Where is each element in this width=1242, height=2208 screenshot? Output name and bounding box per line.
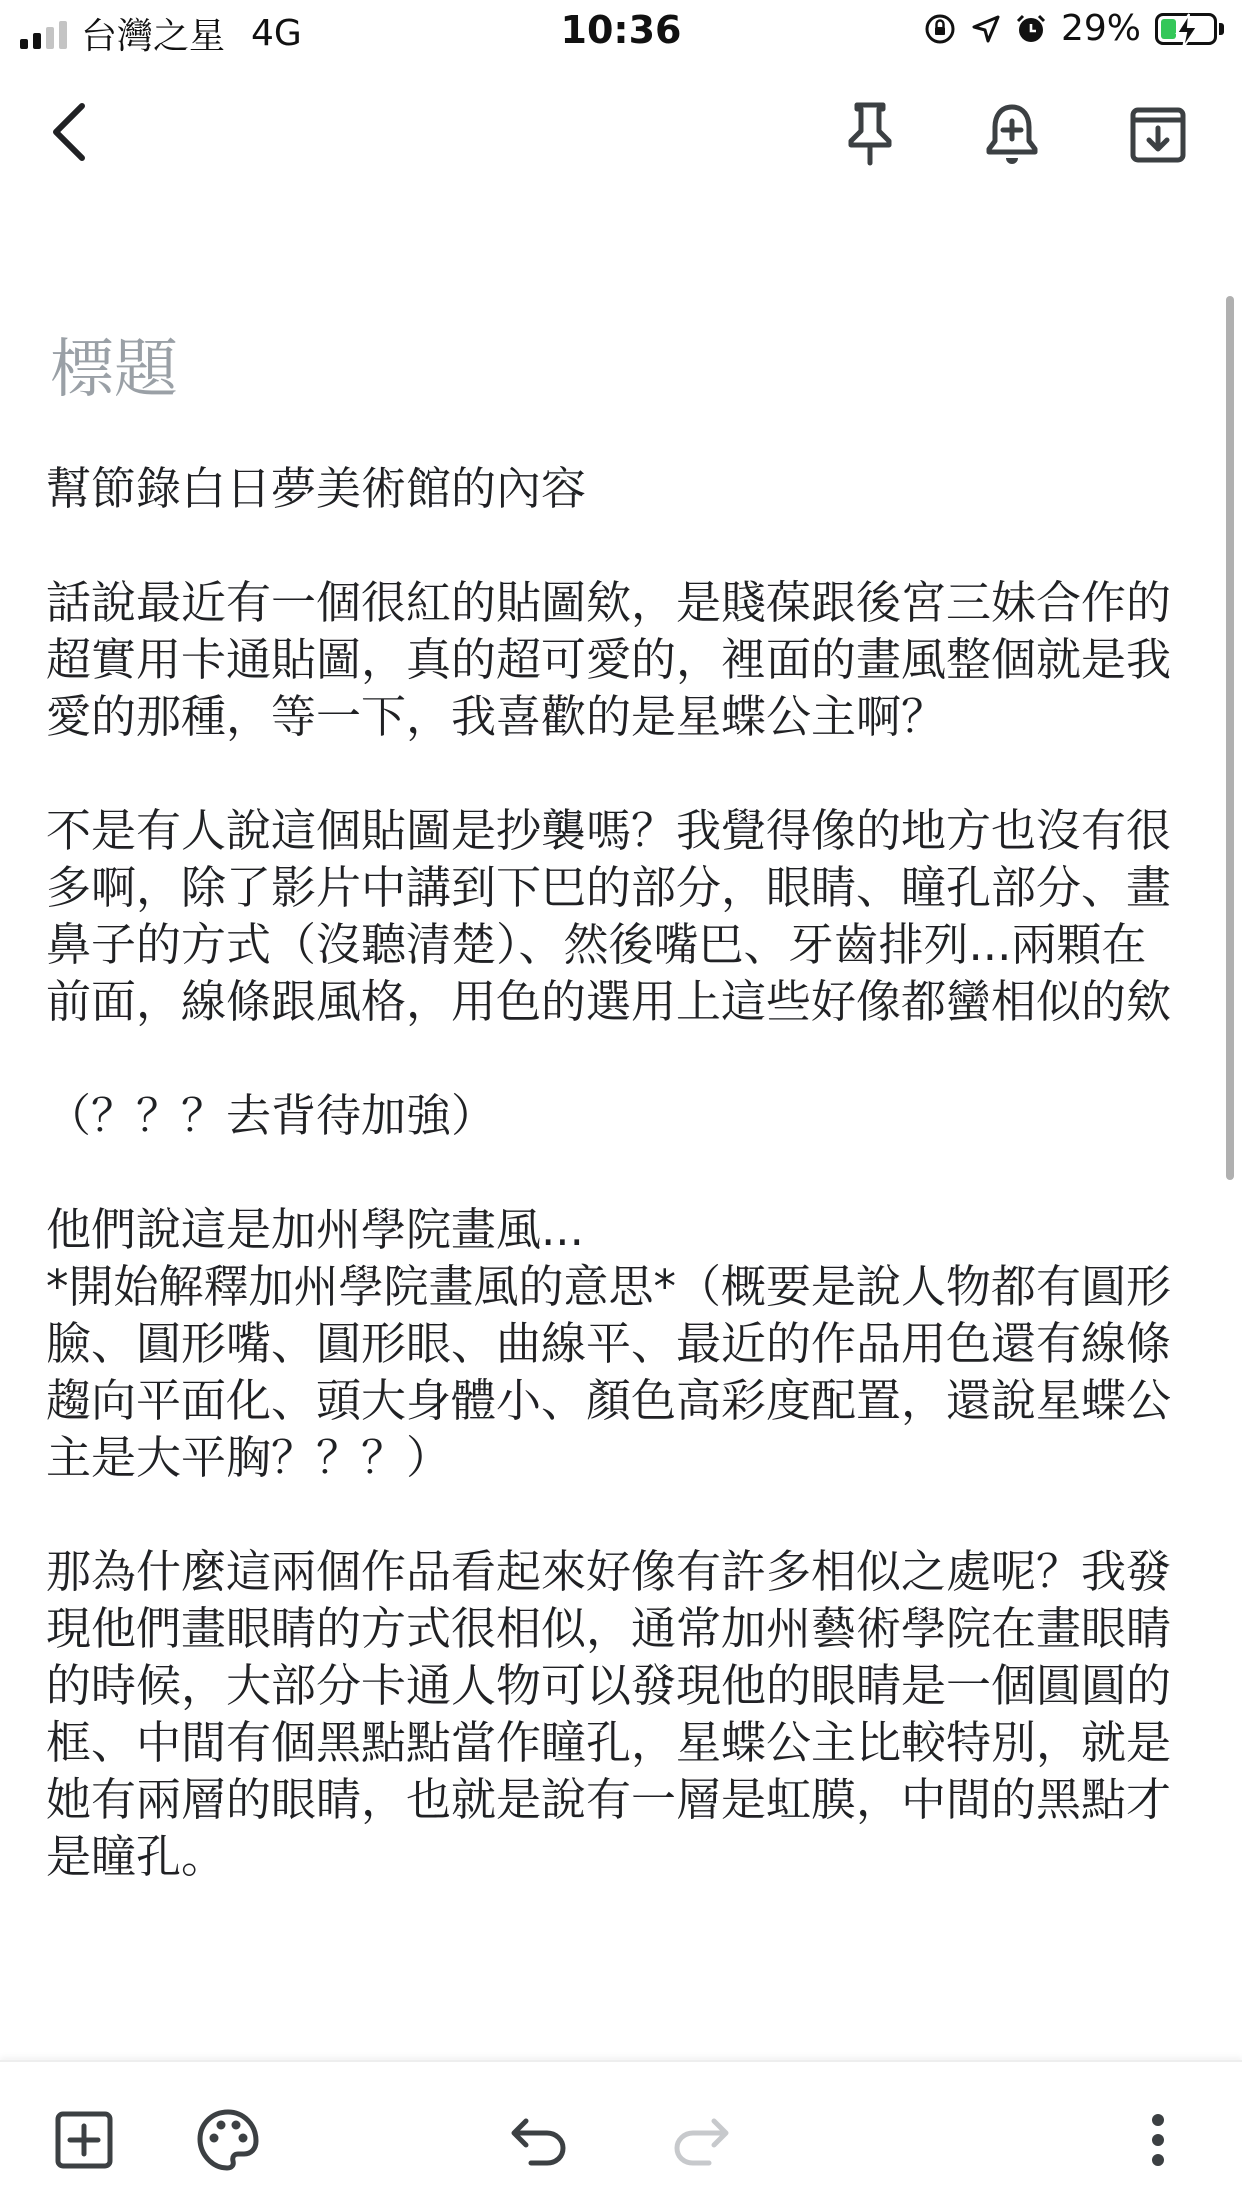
alarm-icon bbox=[1015, 13, 1047, 45]
note-blank-line bbox=[46, 1144, 1176, 1201]
archive-button[interactable] bbox=[1118, 98, 1198, 170]
chevron-left-icon bbox=[48, 100, 88, 164]
redo-button[interactable] bbox=[664, 2104, 740, 2180]
note-blank-line bbox=[46, 517, 1176, 574]
battery-icon bbox=[1155, 13, 1224, 45]
note-blank-line bbox=[46, 745, 1176, 802]
note-toolbar bbox=[0, 80, 1242, 210]
pin-icon bbox=[845, 101, 895, 167]
bottom-toolbar bbox=[0, 2060, 1242, 2208]
status-bar bbox=[0, 0, 1242, 62]
note-paragraph: *開始解釋加州學院畫風的意思*（概要是說人物都有圓形臉、圓形嘴、圓形眼、曲線平、最近的作品用色還有線條趨向平面化、頭大身體小、顏色高彩度配置，還說星蝶公主是大平胸？？？） bbox=[46, 1260, 1172, 1484]
redo-icon bbox=[673, 2117, 731, 2167]
add-button[interactable] bbox=[46, 2102, 122, 2178]
more-vertical-icon bbox=[1148, 2112, 1168, 2168]
note-body-input[interactable] bbox=[46, 460, 1176, 1885]
note-paragraph: 他們說這是加州學院畫風... bbox=[46, 1203, 584, 1256]
note-paragraph: 不是有人說這個貼圖是抄襲嗎？我覺得像的地方也沒有很多啊，除了影片中講到下巴的部分，眼睛、瞳孔部分、畫鼻子的方式（沒聽清楚）、然後嘴巴、牙齒排列...兩顆在前面，線條跟風格，用色的選用上這些好像都蠻相似的欸 bbox=[46, 804, 1172, 1028]
status-right bbox=[923, 8, 1224, 49]
location-icon bbox=[971, 14, 1001, 44]
note-paragraph: 話說最近有一個很紅的貼圖欸，是賤葆跟後宮三妹合作的超實用卡通貼圖，真的超可愛的，裡面的畫風整個就是我愛的那種，等一下，我喜歡的是星蝶公主啊？ bbox=[46, 576, 1172, 743]
undo-icon bbox=[509, 2117, 567, 2167]
add-box-icon bbox=[54, 2110, 114, 2170]
note-paragraph: 幫節錄白日夢美術館的內容 bbox=[46, 462, 587, 515]
bell-plus-icon bbox=[984, 101, 1040, 167]
color-palette-button[interactable] bbox=[190, 2102, 266, 2178]
undo-button[interactable] bbox=[500, 2104, 576, 2180]
note-paragraph: （？？？去背待加強） bbox=[46, 1089, 497, 1142]
charging-bolt-icon bbox=[1174, 13, 1200, 49]
archive-icon bbox=[1129, 104, 1187, 164]
reminder-button[interactable] bbox=[972, 98, 1052, 170]
note-blank-line bbox=[46, 1486, 1176, 1543]
note-paragraph: 那為什麼這兩個作品看起來好像有許多相似之處呢？我發現他們畫眼睛的方式很相似，通常加州藝術學院在畫眼睛的時候，大部分卡通人物可以發現他的眼睛是一個圓圓的框、中間有個黑點點當作瞳孔，星蝶公主比較特別，就是她有兩層的眼睛，也就是說有一層是虹膜，中間的黑點才是瞳孔。 bbox=[46, 1545, 1172, 1883]
back-button[interactable] bbox=[36, 100, 100, 164]
orientation-lock-icon bbox=[923, 12, 957, 46]
battery-percent: 29% bbox=[1060, 8, 1141, 49]
carrier-label: 台灣之星 bbox=[81, 16, 226, 57]
note-blank-line bbox=[46, 1030, 1176, 1087]
note-title-input[interactable]: 標題 bbox=[50, 333, 178, 407]
scrollbar[interactable] bbox=[1226, 296, 1234, 1180]
pin-button[interactable] bbox=[830, 98, 910, 170]
palette-icon bbox=[196, 2108, 260, 2172]
network-label: 4G bbox=[251, 13, 302, 54]
status-time: 10:36 bbox=[560, 8, 682, 52]
more-options-button[interactable] bbox=[1120, 2102, 1196, 2178]
